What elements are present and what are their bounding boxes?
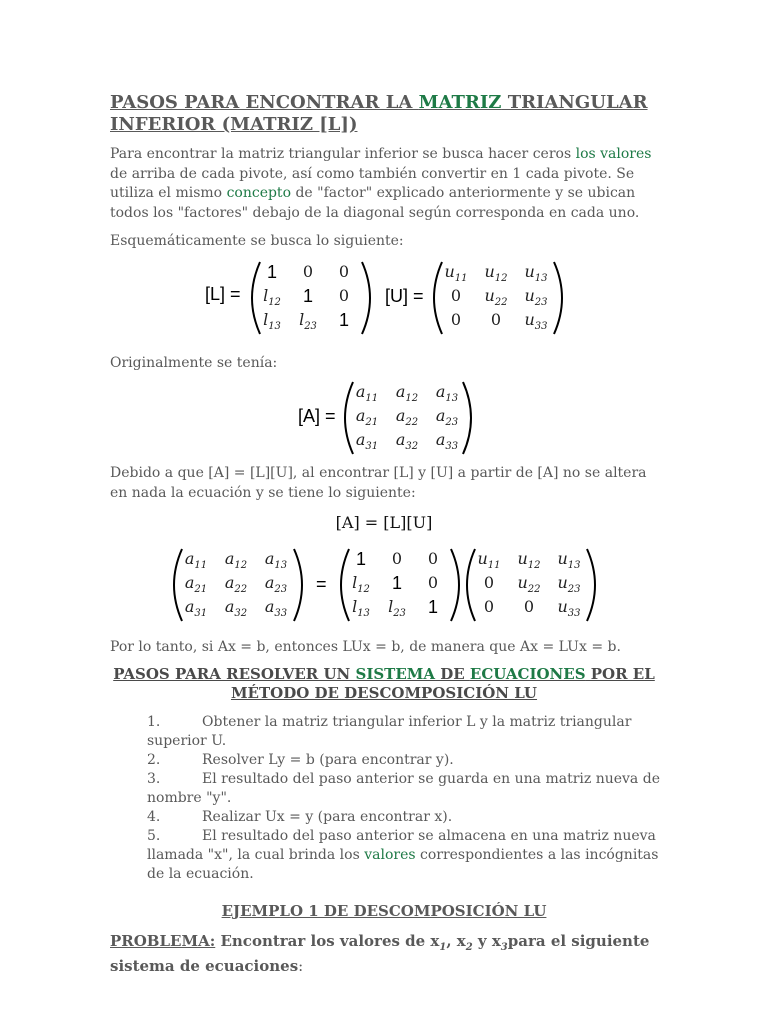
- matrix-cell: 1: [355, 549, 366, 569]
- example-heading: EJEMPLO 1 DE DESCOMPOSICIÓN LU: [221, 902, 547, 920]
- problem-statement: PROBLEMA: Encontrar los valores de $x_1$, $x_2$ y $x_3para$ el siguiente sistema de ecuaciones:: [110, 932, 650, 975]
- sistema-link[interactable]: SISTEMA: [355, 665, 436, 683]
- matrix-cell: 0: [490, 310, 502, 329]
- matrix-cell: $l_{23}$: [299, 310, 317, 333]
- matrix-cell: $u_{22}$: [484, 286, 508, 309]
- matrix-cell: 1: [302, 286, 313, 306]
- matrix-cell: $a_{33}$: [264, 597, 288, 620]
- matrix-cell: 0: [391, 549, 403, 568]
- matrix-cell: 0: [427, 549, 439, 568]
- list-item: 1. Obtener la matriz triangular inferior L y la matriz triangular superior U.: [147, 714, 632, 749]
- matrix-cell: $u_{22}$: [517, 573, 541, 596]
- matrix-cell: $a_{22}$: [224, 573, 248, 596]
- matrix-cell: $u_{23}$: [557, 573, 581, 596]
- matrix-cell: $a_{13}$: [264, 549, 288, 572]
- original-text: Originalmente se tenía:: [110, 355, 278, 371]
- matrix-cell: $a_{11}$: [184, 549, 208, 572]
- ecuaciones-link[interactable]: ECUACIONES: [469, 665, 586, 683]
- debido-paragraph: Debido a que [A] = [L][U], al encontrar [L] y [U] a partir de [A] no se altera en nada la ecuación y se tiene lo siguiente:: [110, 465, 647, 501]
- equals-sign: =: [316, 574, 327, 594]
- matrix-cell: $l_{12}$: [352, 573, 370, 596]
- matrix-cell: $u_{13}$: [557, 549, 581, 572]
- matrix-cell: $a_{23}$: [264, 573, 288, 596]
- matrix-cell: $l_{13}$: [352, 597, 370, 620]
- matrix-cell: $u_{23}$: [524, 286, 548, 309]
- matrix-cell: 1: [266, 262, 277, 282]
- scheme-text: Esquemáticamente se busca lo siguiente:: [110, 233, 404, 249]
- los-valores-link[interactable]: los valores: [575, 146, 652, 162]
- matrix-cell: 1: [391, 573, 402, 593]
- matrix-cell: 0: [338, 286, 350, 305]
- matrix-cell: 0: [450, 286, 462, 305]
- label-L: [L] =: [205, 284, 241, 304]
- matrix-cell: $u_{13}$: [524, 262, 548, 285]
- steps-list: [147, 713, 667, 884]
- matrix-cell: $a_{12}$: [395, 382, 419, 405]
- matrix-cell: 0: [302, 262, 314, 281]
- matrix-cell: 0: [523, 597, 535, 616]
- matrix-cell: 1: [338, 310, 349, 330]
- matrix-cell: $u_{33}$: [557, 597, 581, 620]
- matrix-cell: 1: [427, 597, 438, 617]
- matrix-cell: $a_{32}$: [395, 430, 419, 453]
- matrix-cell: $a_{22}$: [395, 406, 419, 429]
- list-item: 3. El resultado del paso anterior se guarda en una matriz nueva de nombre "y".: [147, 771, 660, 806]
- matrix-cell: $a_{31}$: [355, 430, 379, 453]
- section-heading-steps: PASOS PARA RESOLVER UN SISTEMA DE ECUACIONES POR EL MÉTODO DE DESCOMPOSICIÓN LU: [113, 665, 655, 702]
- matrix-cell: $u_{12}$: [484, 262, 508, 285]
- matrix-cell: $u_{11}$: [444, 262, 468, 285]
- matrix-cell: 0: [450, 310, 462, 329]
- matrix-cell: $a_{21}$: [355, 406, 379, 429]
- matrix-cell: 0: [483, 573, 495, 592]
- concepto-link[interactable]: concepto: [226, 185, 291, 201]
- matrix-cell: 0: [427, 573, 439, 592]
- matrix-cell: $a_{13}$: [435, 382, 459, 405]
- matrix-cell: $a_{31}$: [184, 597, 208, 620]
- matriz-link[interactable]: MATRIZ: [418, 92, 502, 113]
- equation: [A] = [L][U]: [335, 513, 433, 532]
- intro-paragraph: Para encontrar la matriz triangular inferior se busca hacer ceros los valores de arriba de cada pivote, así como también convertir en 1 cada pivote. Se utiliza el mismo concepto de "factor" explicado anteriormente y se ubican todos los "factores" debajo de la diagonal según corresponda en cada uno.: [110, 146, 652, 221]
- label-U: [U] =: [385, 286, 424, 306]
- matrix-cell: $l_{13}$: [263, 310, 281, 333]
- matrix-cell: $u_{11}$: [477, 549, 501, 572]
- page-title: PASOS PARA ENCONTRAR LA MATRIZ TRIANGULAR INFERIOR (MATRIZ [L]): [110, 92, 648, 135]
- matrix-cell: $u_{33}$: [524, 310, 548, 333]
- list-item: 2. Resolver Ly = b (para encontrar y).: [147, 752, 454, 768]
- matrix-cell: $l_{12}$: [263, 286, 281, 309]
- matrix-cell: $a_{12}$: [224, 549, 248, 572]
- list-item: 4. Realizar Ux = y (para encontrar x).: [147, 809, 453, 825]
- matrix-cell: $a_{33}$: [435, 430, 459, 453]
- valores-link[interactable]: valores: [364, 847, 416, 863]
- matrix-cell: $l_{23}$: [388, 597, 406, 620]
- matrix-cell: $u_{12}$: [517, 549, 541, 572]
- conclusion-text: Por lo tanto, si Ax = b, entonces LUx = b, de manera que Ax = LUx = b.: [110, 639, 621, 655]
- matrix-cell: $a_{23}$: [435, 406, 459, 429]
- list-item: 5. El resultado del paso anterior se almacena en una matriz nueva llamada "x", la cual brinda los valores correspondientes a las incógnitas de la ecuación.: [147, 828, 659, 882]
- matrix-cell: 0: [338, 262, 350, 281]
- matrix-cell: 0: [483, 597, 495, 616]
- matrix-cell: $a_{11}$: [355, 382, 379, 405]
- matrix-cell: $a_{21}$: [184, 573, 208, 596]
- matrix-cell: $a_{32}$: [224, 597, 248, 620]
- label-A: [A] =: [298, 406, 336, 426]
